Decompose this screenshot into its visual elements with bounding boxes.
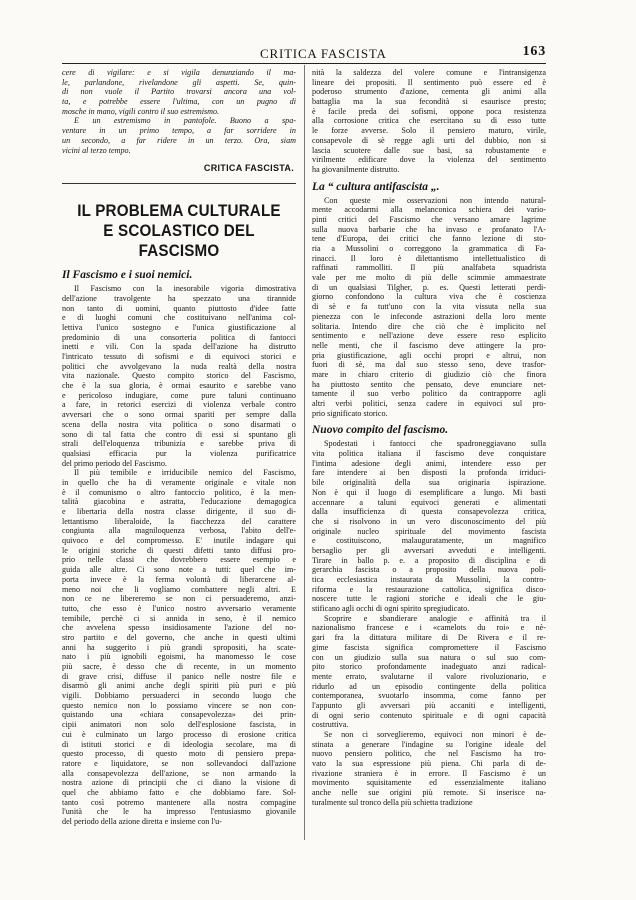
text-line: vita politica italiana il fascismo deve conquistare [312, 449, 546, 459]
text-line: virilmente edificare dove la violenza del sentimento [312, 155, 546, 165]
text-line: non tanto di uomini, quanto piuttosto d'idee fatte [62, 303, 296, 313]
text-line: di istituti storici e di ideologia secolare, ma di [62, 739, 296, 749]
text-line: e libertaria della nostra classe dirigente, il suo di- [62, 507, 296, 516]
text-line: congiunta alla magniloquenza verbosa, l'abito dell'e- [62, 526, 296, 536]
text-line: Scoprire e sbandierare analogie e affinità tra il [324, 613, 546, 623]
text-line: ridurlo ad un episodio contingente della politica [312, 681, 546, 691]
text-line: talità giacobina e astratta, l'educazione demagogica [62, 497, 296, 507]
text-line: un secondo, a far ridere in un terzo. Ora, siam [62, 135, 296, 145]
text-line: tutto, che esso è l'unico nostro avversario veramente [62, 603, 296, 613]
text-line: nità la saldezza del volere comune e l'intransigenza [312, 68, 546, 77]
text-line: ratore e liquidatore, se non sollevandoci dall'azione [62, 758, 296, 768]
text-line: ria a Mussolini o correggono la grammatica di Fa- [312, 244, 546, 253]
text-line: Spodestati i fantocci che spadroneggiavano sulla [324, 439, 546, 449]
text-line: non ce ne libereremo se non ci persuaderemo, anzi- [62, 594, 296, 604]
text-line: movimento squisitamente ed essenzialmente italiano [312, 778, 546, 788]
text-line: stificano agli occhi di ogni spirito spregiudicato. [312, 604, 470, 614]
text-line: turalmente sul tronco della più schietta tradizione [312, 797, 473, 807]
text-line: accennare a taluni equivoci generati e alimentati [312, 497, 546, 507]
text-line: inetti e vili. Con la spada dell'azione ha distrutto [62, 342, 296, 352]
running-title: CRITICA FASCISTA [260, 46, 387, 61]
text-line: fare intendere ai ben disposti la profonda irriduci- [312, 468, 546, 478]
text-line: l'unità che le ha impresso l'entusiasmo giovanile [62, 807, 296, 817]
text-line: ventare in un primo tempo, a far sorridere in [62, 126, 296, 136]
text-line: politici che avvolgevano la nuda realtà della nostra [62, 361, 296, 371]
text-line: raffinati rammolliti. Il più analfabeta squadrista [312, 263, 546, 273]
text-line: sulla nuova barbarie che ha invaso e profanato l'A- [312, 224, 546, 234]
text-line: sentimento e nell'azione deve essere reso esplicito [312, 331, 546, 341]
text-line: originale nucleo spirituale del movimento fascista [312, 526, 546, 536]
text-line: altri verbi politici, senza cadere in equivoci sul pro- [312, 399, 546, 408]
text-line: quistando una «chiara consapevolezza» dei prin- [62, 710, 296, 720]
text-line: del primo periodo del Fascismo. [62, 458, 167, 468]
text-line: stro partito e del governo, che anche in questi ultimi [62, 632, 296, 642]
text-line: noscere tutte le ragioni storiche e ideali che le giu- [312, 594, 546, 604]
text-line: tanto così potremo mantenere alla nostra compagine [62, 797, 296, 807]
article-title [71, 201, 286, 261]
text-line: nato i più ignobili egoismi, ha manomesso le cose [62, 652, 296, 662]
text-line: porta invece è la ferma volontà di liberarcene al- [62, 574, 296, 584]
text-line: consapevole di sè regge agli urti del dubbio, non si [312, 135, 546, 145]
text-line: di grave crisi, diffuse il panico nelle nostre file e [62, 671, 296, 681]
paragraph [312, 68, 546, 175]
text-line: Non è qui il luogo di esemplificare a lungo. Mi basti [312, 487, 546, 497]
column-divider [304, 65, 305, 840]
text-line: bersaglio per gli avversari avveduti e intelligenti. [312, 545, 546, 555]
article-title-line: E SCOLASTICO DEL FASCISMO [103, 222, 255, 261]
text-line: bile originalità della sua originaria ispirazione. [312, 478, 546, 488]
text-line: meno noi che li vogliamo combattere negli altri. E [62, 584, 296, 594]
text-line: mare in chiaro criterio di giudizio ciò che finora [312, 369, 546, 379]
text-line: che è la sua gloria, è ormai esaurito e sarebbe vano [62, 381, 296, 391]
text-line: con un giudizio sulla sua natura o sul suo com- [312, 652, 546, 662]
text-line: dell'azione travolgente ha spezzato una tirannide [62, 293, 296, 303]
text-line: riforma e la restaurazione cattolica, significa disco- [312, 584, 546, 594]
text-line: battaglia ma la sua fecondità si esaurisce presto; [312, 97, 546, 107]
text-line: tamente il suo verbo politico da contrapporre agli [312, 389, 546, 399]
text-line: cipii animatori non solo dell'esplosione fascista, in [62, 720, 296, 730]
text-line: le, parlandone, rivelandone gli aspetti. Se, quin- [62, 77, 296, 87]
text-line: questo nemico non lo possiamo vincere se non con- [62, 700, 296, 710]
text-line: predominio di una consorteria politica di fantocci [62, 332, 296, 342]
text-line: scena della nostra vita politica o sono disarmati o [62, 419, 296, 429]
text-line: pinti critici del Fascismo che versano amare lagrime [312, 214, 546, 224]
text-line: nelle menti, che il fascismo deve attingere la pro- [312, 340, 546, 350]
text-line: nazionalismo francese e i «camelots du roi» e nè- [312, 623, 546, 633]
text-line: Tirare in ballo p. e. a proposito di disciplina e di [312, 555, 546, 565]
text-line: l'appunto gli avversari più accaniti e intelligenti, [312, 700, 546, 710]
text-line: anni ha suggerito i più grandi spropositi, ha scate- [62, 642, 296, 652]
text-line: solitaria. Intendo dire che ciò che è implicito nel [312, 321, 546, 331]
text-line: in quello che ha di veramente originale e vitale non [62, 477, 296, 487]
text-line: strali dell'eloquenza tribunizia e sarebbe priva di [62, 439, 296, 449]
text-line: cere di vigilare: e si vigila denunziando il ma- [62, 68, 296, 77]
text-line: ta, e potrebbe essere l'ultima, con un pugno di [62, 97, 296, 107]
text-line: di ogni serio contenuto spirituale e di ogni capacità [312, 710, 546, 720]
text-line: è il comunismo o altro fantoccio politico, è la men- [62, 487, 296, 497]
section-rule [62, 183, 296, 184]
text-line: prio significato storico. [312, 408, 388, 418]
text-line: E un estremismo in pantofole. Buono a spa- [74, 116, 296, 126]
paragraph [312, 439, 546, 613]
text-line: a fare, in retorici esercizi di violenza verbale contro [62, 400, 296, 410]
text-line: mente accodarmi alla melanconica schiera dei vario- [312, 205, 546, 215]
text-line: lettiva l'unico sostegno e l'unica giustificazione al [62, 322, 296, 332]
text-line: Il più temibile e irriducibile nemico del Fascismo, [74, 468, 296, 478]
text-line: lascia scuotere dalle sue basi, sa robustamente e [312, 145, 546, 155]
section-heading: La “ cultura antifascista „. [312, 180, 440, 193]
text-line: Se non ci sorveglieremo, equivoci non minori è de- [324, 730, 546, 739]
text-line: questo processo, di questo moto di pensiero prepa- [62, 749, 296, 759]
text-line: anche nelle sue origini più remote. Si inserisce na- [312, 788, 546, 798]
text-line: prio nelle classi che dovrebbero essere esempio e [62, 555, 296, 565]
text-line: quivoco e del compromesso. E' inutile indagare qui [62, 536, 296, 546]
text-line: rivazione straniera è in errore. Il Fascismo è un [312, 768, 546, 778]
text-line: ha piuttosto sentito che pensato, deve enunciare net- [312, 379, 546, 389]
text-line: costruttiva. [312, 720, 349, 730]
paragraph [62, 468, 296, 826]
text-line: alla consapevolezza dell'azione, se non armando la [62, 768, 296, 778]
right-column [312, 68, 546, 808]
text-line: vato la sua espressione più piena. Chi parla di de- [312, 759, 546, 769]
text-line: le forze avverse. Solo il pensiero maturo, virile, [312, 126, 546, 136]
text-line: lineare dei propositi. Il sentimento può essere ed è [312, 77, 546, 87]
text-line: giorno confondono la cultura viva che è coscienza [312, 292, 546, 302]
section-heading: Il Fascismo e i suoi nemici. [62, 269, 193, 282]
text-line: l'intima adesione degli animi, intendere esso per [312, 458, 546, 468]
left-column [62, 68, 296, 827]
text-line: nuovo pensiero politico, che nel Fascismo ha tro- [312, 749, 546, 759]
text-line: più sacre, è desso che di recente, in un momento [62, 662, 296, 671]
text-line: nostra azione di principii che ci diano la visione di [62, 778, 296, 788]
text-line: di sè e fa tutt'uno con la vita vissuta nella sua [312, 302, 546, 312]
signature: CRITICA FASCISTA. [203, 163, 294, 174]
text-line: Con queste mie osservazioni non intendo natural- [324, 195, 546, 205]
text-line: quel che abbiamo fatto e che dobbiamo fare. Sol- [62, 787, 296, 797]
text-line: tica ecclesiastica instaurata da Mussolini, la contro- [312, 575, 546, 584]
text-line: pria giustificazione, agli occhi propri e altrui, non [312, 350, 546, 360]
text-line: di non vuole il Partito trovarsi ancora una vol- [62, 87, 296, 97]
article-title-line: IL PROBLEMA CULTURALE [77, 202, 281, 221]
header-rule [62, 63, 546, 64]
text-line: di un qualsiasi Tilgher, p. es. Questi letterati perdi- [312, 282, 546, 292]
text-line: che si risolvono in un vero disconoscimento del più [312, 516, 546, 526]
paragraph [62, 284, 296, 468]
paragraph [312, 196, 546, 419]
paragraph [312, 730, 546, 808]
text-line: poderoso strumento d'azione, cementa gli animi alla [312, 87, 546, 97]
text-line: sono di tal fatta che contro di essi si spuntano gli [62, 429, 296, 439]
text-line: è facile preda dei sofismi, oppone poca resistenza [312, 106, 546, 116]
text-line: guida alle altre. Ci sono note a tutti: quel che im- [62, 565, 296, 575]
text-line: vigili. Dobbiamo persuaderci in secondo luogo che [62, 691, 296, 701]
text-line: rinacci. Il loro è dilettantismo intellettualistico di [312, 253, 546, 263]
text-line: Il Fascismo con la inesorabile vigoria dimostrativa [74, 284, 296, 294]
text-line: l'intricato tessuto di sofismi e di equivoci storici e [62, 352, 296, 361]
intro-paragraph [62, 68, 296, 155]
text-line: dalla insufficienza di questa consapevolezza critica, [312, 507, 546, 517]
text-line: pienezza con le infeconde astrazioni della loro mente [312, 311, 546, 321]
text-line: le origini storiche di questi difetti tanto diffusi pro- [62, 545, 296, 555]
paragraph [312, 614, 546, 730]
text-line: alla corrosione critica che esercitano su di esso tutte [312, 116, 546, 126]
text-line: avversari che o sono ormai spariti per sempre dalla [62, 410, 296, 420]
text-line: cui è culminato un largo processo di erosione critica [62, 729, 296, 739]
text-line: tene d'Europa, dei critici che fanno lezione di sto- [312, 234, 546, 244]
text-line: contemporanea, svuotarlo insomma, come fanno per [312, 691, 546, 701]
running-head [62, 46, 546, 60]
text-line: disarmò gli animi anche degli spiriti più puri e più [62, 681, 296, 691]
section-heading: Nuovo compito del fascismo. [312, 424, 449, 437]
text-line: gari fra la dittatura militare di De Rivera e il re- [312, 633, 546, 643]
text-line: gime fascista significa compromettere il Fascismo [312, 642, 546, 652]
text-line: e costituiscono, malauguratamente, un magnifico [312, 536, 546, 546]
text-line: qualsiasi efficacia pur la violenza purificatrice [62, 448, 296, 458]
text-line: ha giovanilmente distrutto. [312, 164, 400, 174]
text-line: pito storico profondamente inadeguato anzi radical- [312, 662, 546, 672]
text-line: fuori di sè, ma dal suo stesso seno, deve trasfor- [312, 360, 546, 370]
text-line: e di luoghi comuni che costituivano nell'anima col- [62, 313, 296, 323]
text-line: lettantismo liberaloide, la fiacchezza del carattere [62, 516, 296, 526]
page-number: 163 [522, 44, 546, 59]
text-line: e pericoloso indugiare, come pure taluni continuano [62, 390, 296, 400]
text-line: vita nazionale. Questo compito storico del Fascismo, [62, 371, 296, 381]
text-line: gerarchia fascista o a proposito della nuova poli- [312, 565, 546, 575]
text-line: mosche in mano, vigili contro il suo estremismo. [62, 106, 220, 116]
text-line: temibile, perchè ci si annida in seno, è il nemico [62, 613, 296, 623]
text-line: vicini al terzo tempo. [62, 145, 131, 155]
text-line: stinata a generare l'indagine su l'origine ideale del [312, 739, 546, 749]
text-line: vale per me molto di più delle scimmie ammaestrate [312, 273, 546, 283]
text-line: che avvelena spesso insidiosamente l'azione del no- [62, 623, 296, 633]
text-line: mente errato, svalutarne il valore rivoluzionario, e [312, 671, 546, 681]
text-line: del periodo della azione diretta e insieme con l'u- [62, 817, 222, 826]
